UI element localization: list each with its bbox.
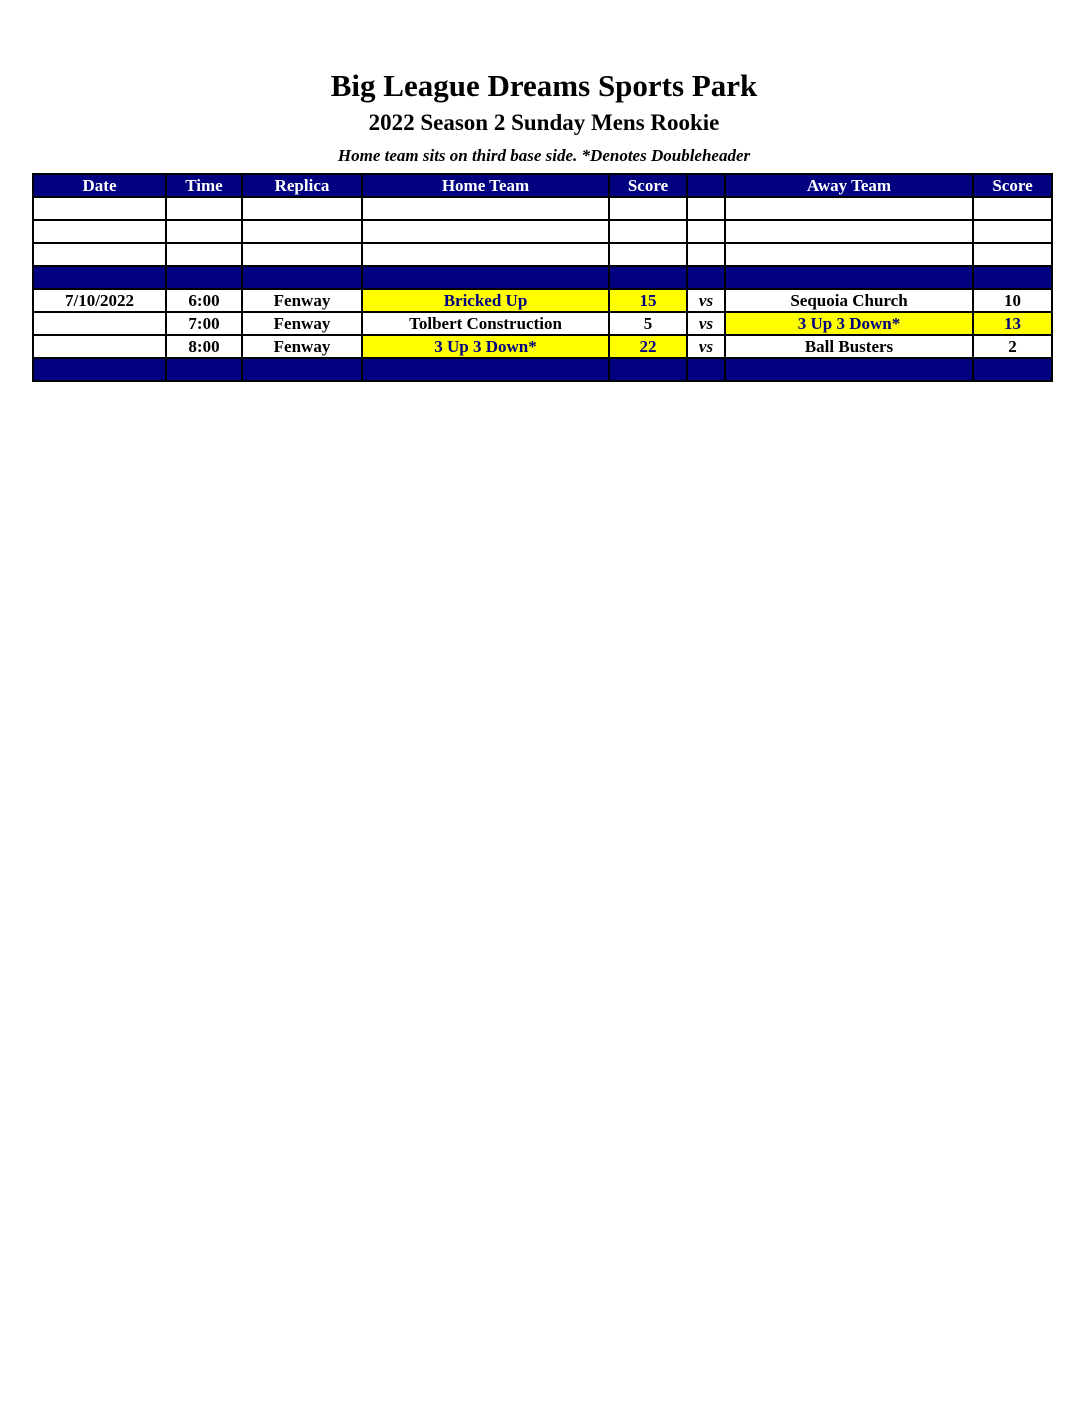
away-team: 3 Up 3 Down*	[725, 312, 973, 335]
column-header-time: Time	[166, 174, 242, 197]
home-team: Tolbert Construction	[362, 312, 609, 335]
game-time: 6:00	[166, 289, 242, 312]
column-header-replica: Replica	[242, 174, 362, 197]
column-header-date: Date	[33, 174, 166, 197]
doubleheader-note: Home team sits on third base side. *Denotes Doubleheader	[337, 146, 751, 165]
vs-label: vs	[687, 312, 725, 335]
divider-band	[33, 266, 1052, 289]
empty-row	[33, 243, 1052, 266]
column-header-home-team: Home Team	[362, 174, 609, 197]
away-score: 2	[973, 335, 1052, 358]
vs-label: vs	[687, 335, 725, 358]
home-score: 15	[609, 289, 687, 312]
game-replica: Fenway	[242, 289, 362, 312]
empty-row	[33, 220, 1052, 243]
header-row	[33, 174, 1052, 197]
home-team: Bricked Up	[362, 289, 609, 312]
game-row	[33, 335, 1052, 358]
game-date	[33, 312, 166, 335]
away-team: Sequoia Church	[725, 289, 973, 312]
game-date	[33, 335, 166, 358]
column-header-away-team: Away Team	[725, 174, 973, 197]
home-score: 5	[609, 312, 687, 335]
game-time: 8:00	[166, 335, 242, 358]
away-score: 13	[973, 312, 1052, 335]
schedule-table	[32, 173, 1053, 382]
game-time: 7:00	[166, 312, 242, 335]
game-row	[33, 312, 1052, 335]
page-title: Big League Dreams Sports Park	[330, 68, 758, 103]
game-replica: Fenway	[242, 335, 362, 358]
empty-row	[33, 197, 1052, 220]
vs-label: vs	[687, 289, 725, 312]
column-header-home-score: Score	[609, 174, 687, 197]
column-header-vs	[687, 174, 725, 197]
away-score: 10	[973, 289, 1052, 312]
away-team: Ball Busters	[725, 335, 973, 358]
column-header-away-score: Score	[973, 174, 1052, 197]
game-date: 7/10/2022	[33, 289, 166, 312]
divider-band	[33, 358, 1052, 381]
home-team: 3 Up 3 Down*	[362, 335, 609, 358]
game-replica: Fenway	[242, 312, 362, 335]
page-subtitle: 2022 Season 2 Sunday Mens Rookie	[368, 110, 720, 135]
game-row	[33, 289, 1052, 312]
home-score: 22	[609, 335, 687, 358]
